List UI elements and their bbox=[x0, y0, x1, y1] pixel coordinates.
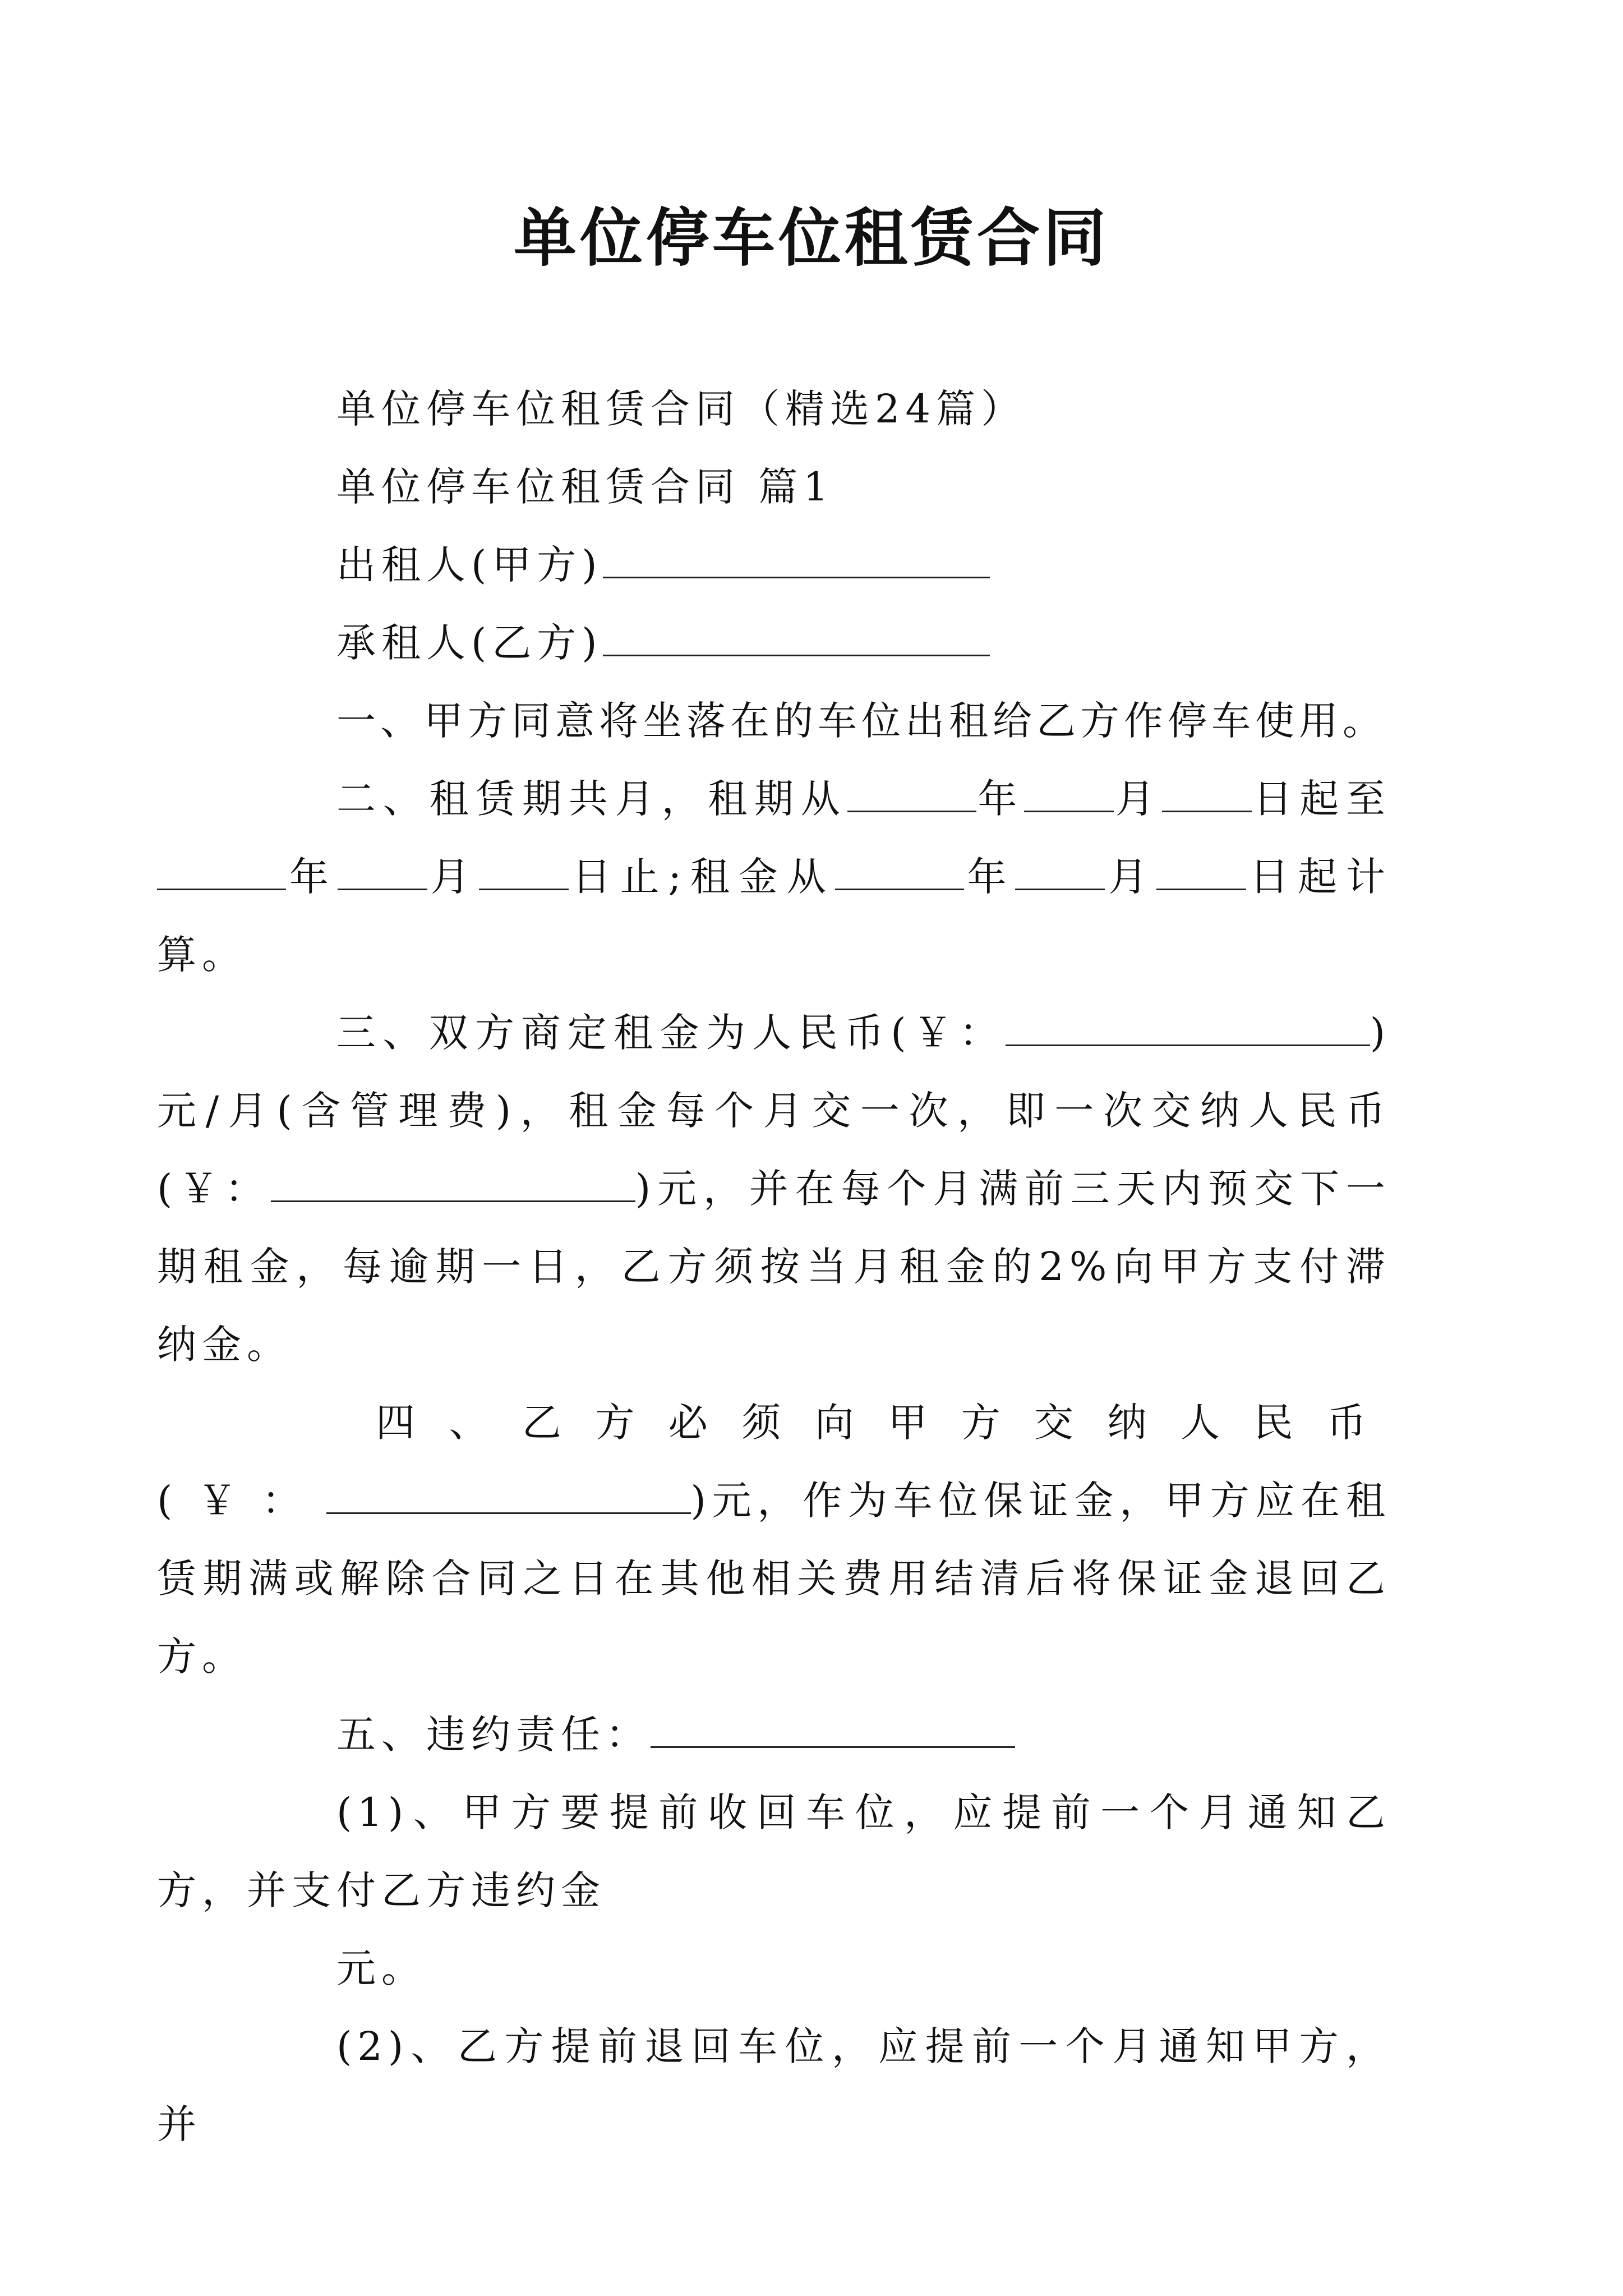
blank-rent-amount bbox=[1006, 1009, 1370, 1046]
blank-day-3 bbox=[1156, 853, 1246, 890]
clause-3-text-a: 三、双方商定租金为人民币(￥： bbox=[336, 1010, 1006, 1056]
clause-5-label: 五、违约责任： bbox=[336, 1711, 651, 1757]
clause-2-month-2: 月 bbox=[427, 854, 479, 900]
paragraph-clause-5-2: (2)、乙方提前退回车位，应提前一个月通知甲方，并 bbox=[157, 2023, 1391, 2147]
clause-2-month: 月 bbox=[1114, 776, 1162, 822]
clause-2-rent-from: 日止;租金从 bbox=[568, 854, 835, 900]
lessee-label: 承租人(乙方) bbox=[336, 620, 603, 666]
paragraph-clause-2 bbox=[157, 760, 1391, 994]
clause-2-year: 年 bbox=[976, 776, 1025, 822]
clause-3-text-c: )元，并在每个月满前三天内预交下一期租金，每逾期一日，乙方须按当月租金的2%向甲方支付滞纳金。 bbox=[157, 1166, 1391, 1368]
blank-year-2 bbox=[157, 853, 286, 890]
lessor-blank bbox=[603, 541, 990, 578]
clause-2-year-2: 年 bbox=[286, 854, 338, 900]
paragraph-clause-5-1-end: 元。 bbox=[336, 1945, 426, 1991]
blank-month-3 bbox=[1015, 853, 1105, 890]
clause-4-text-a: 四、乙方必须向甲方交纳人民币(￥： bbox=[157, 1400, 1391, 1524]
blank-year-1 bbox=[847, 775, 976, 812]
blank-payment-amount bbox=[271, 1165, 635, 1202]
clause-2-year-3: 年 bbox=[963, 854, 1016, 900]
clause-3-text-b: )元/月(含管理费)，租金每个月交一次，即一次交纳人民币(￥： bbox=[157, 1010, 1391, 1212]
clause-2-day: 日起至 bbox=[1251, 776, 1391, 822]
blank-month-1 bbox=[1024, 775, 1114, 812]
paragraph-subtitle: 单位停车位租赁合同（精选24篇） bbox=[336, 386, 1026, 432]
paragraph-clause-4 bbox=[157, 1384, 1391, 1696]
paragraph-section-heading: 单位停车位租赁合同 篇1 bbox=[336, 464, 834, 510]
blank-year-3 bbox=[835, 853, 964, 890]
paragraph-lessee bbox=[247, 604, 1391, 682]
paragraph-clause-5 bbox=[247, 1696, 1391, 1774]
clause-2-end: 日起计算。 bbox=[157, 854, 1391, 978]
blank-deposit-amount bbox=[326, 1476, 691, 1514]
paragraph-clause-1: 一、甲方同意将坐落在的车位出租给乙方作停车使用。 bbox=[336, 698, 1386, 744]
paragraph-lessor bbox=[247, 526, 1391, 604]
blank-breach bbox=[651, 1710, 1015, 1748]
document-title: 单位停车位租赁合同 bbox=[514, 202, 1109, 275]
blank-day-1 bbox=[1162, 775, 1252, 812]
lessor-label: 出租人(甲方) bbox=[336, 542, 603, 588]
paragraph-clause-5-1: (1)、甲方要提前收回车位，应提前一个月通知乙方，并支付乙方违约金 bbox=[157, 1789, 1391, 1913]
lessee-blank bbox=[603, 619, 990, 656]
clause-2-month-3: 月 bbox=[1105, 854, 1157, 900]
blank-month-2 bbox=[338, 853, 427, 890]
document-body bbox=[157, 370, 1391, 2164]
clause-2-text: 二、租赁期共月，租期从 bbox=[336, 776, 847, 822]
clause-4-text-b: )元，作为车位保证金，甲方应在租赁期满或解除合同之日在其他相关费用结清后将保证金退回乙方。 bbox=[157, 1478, 1391, 1680]
paragraph-clause-3 bbox=[157, 994, 1391, 1384]
blank-day-2 bbox=[479, 853, 569, 890]
